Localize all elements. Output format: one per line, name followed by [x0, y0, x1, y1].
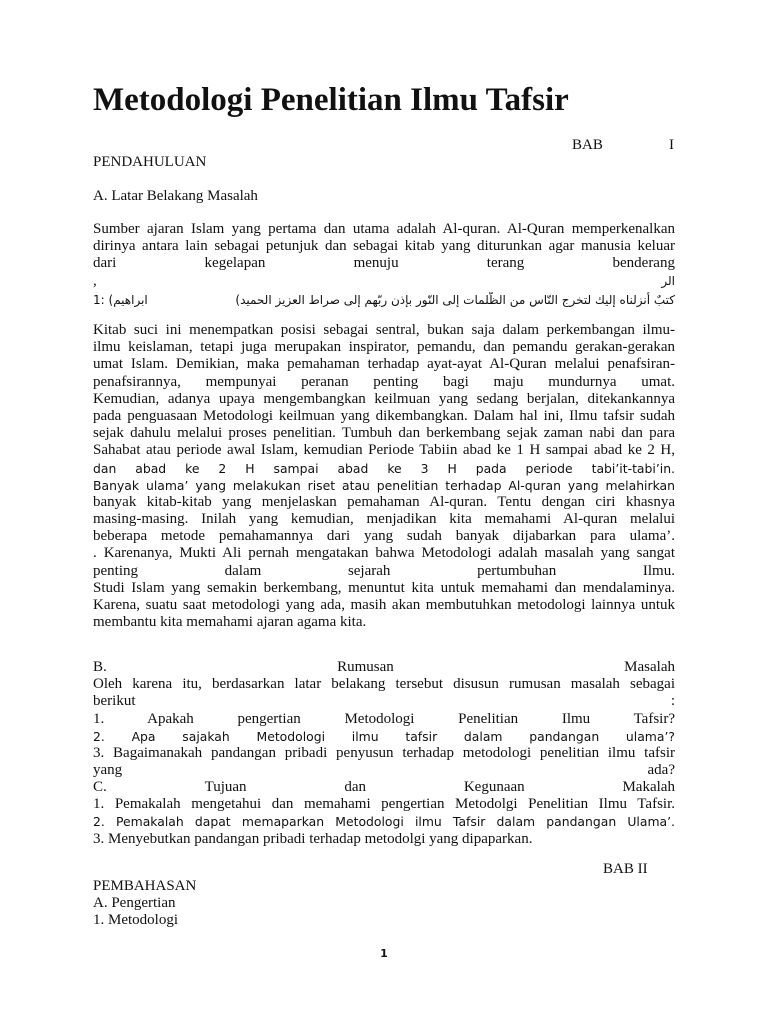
section-c	[93, 779, 675, 848]
section-c-heading	[93, 779, 675, 796]
text-line: dan abad ke 2 H sampai abad ke 3 H pada periode tabi’it-tabi’in.	[93, 460, 675, 476]
list-item: 2. Apa sajakah Metodologi ilmu tafsir dalam pandangan ulama’?	[93, 728, 675, 744]
word: Makalah	[622, 779, 675, 795]
text-line	[93, 292, 675, 309]
word: menuju	[353, 255, 399, 272]
text-line: Karena, suatu saat metodologi yang ada, masih akan membutuhkan metodologi lainnya untuk	[93, 597, 675, 613]
text-line: . Karenanya, Mukti Ali pernah mengatakan bahwa Metodologi adalah masalah yang sangat	[93, 545, 675, 562]
word: terang	[486, 255, 525, 272]
arabic-text: الر	[661, 273, 675, 288]
page-title: Metodologi Penelitian Ilmu Tafsir	[93, 82, 569, 118]
word: ada?	[647, 762, 675, 779]
word: berikut	[93, 693, 136, 710]
text-line: membantu kita memahami ajaran agama kita.	[93, 614, 367, 631]
text-line: Studi Islam yang semakin berkembang, menuntut kita untuk memahami dan mendalaminya.	[93, 579, 675, 596]
text-line: sejak dahulu melalui proses penelitian. Tumbuh dan berkembang sejak zaman nabi dan para	[93, 425, 675, 442]
list-item: 1. Pemakalah mengetahui dan memahami pengertian Metodolgi Penelitian Ilmu Tafsir.	[93, 796, 675, 813]
text-line: pada penguasaan Metodologi keilmuan yang dikembangkan. Dalam hal ini, Ilmu tafsir sudah	[93, 407, 675, 424]
section-b-heading	[93, 659, 675, 676]
word: Kegunaan	[463, 779, 525, 795]
text-line: Banyak ulama’ yang melakukan riset atau penelitian terhadap Al-quran yang melahirkan	[93, 477, 675, 493]
word: Tujuan	[204, 779, 247, 795]
word: Masalah	[624, 659, 675, 675]
text-line: penafsirannya, mempunyai peranan penting bagi maju mundurnya umat.	[93, 373, 675, 390]
word: penting	[93, 562, 138, 579]
word: sejarah	[347, 562, 391, 579]
text-line: umat Islam. Demikian, maka pemahaman terhadap ayat-ayat Al-Quran melalui penafsiran-	[93, 356, 675, 373]
word: benderang	[612, 255, 675, 272]
bab2-heading: BAB II	[603, 861, 648, 877]
verse-reference: 1: (ابراهيم	[93, 292, 148, 307]
word: B.	[93, 659, 107, 675]
comma-mark: ,	[93, 272, 97, 289]
arabic-verse: كتبٌ أنزلناه إليك لتخرج النّاس من الظّلمات إلى النّور بإذن ربّهم إلى صراط العزيز الحميد)	[235, 292, 675, 307]
section-a2-heading: A. Pengertian	[93, 895, 176, 911]
page-number: 1	[380, 947, 388, 960]
section-a-heading: A. Latar Belakang Masalah	[93, 188, 258, 204]
text-line: Sahabat atau periode awal Islam, kemudian Periode Tabiin abad ke 1 H sampai abad ke 2 H,	[93, 442, 675, 459]
text-line: Sumber ajaran Islam yang pertama dan utama adalah Al-quran. Al-Quran memperkenalkan	[93, 221, 675, 237]
text-line	[93, 273, 675, 290]
text-line: Kitab suci ini menempatkan posisi sebagai sentral, bukan saja dalam perkembangan ilmu-	[93, 322, 675, 338]
word: yang	[93, 762, 123, 779]
text-line: Kemudian, adanya upaya mengembangkan keilmuan yang sedang berjalan, ditekankannya	[93, 390, 675, 407]
text-line: masing-masing. Inilah yang kemudian, menjadikan kita memahami Al-quran melalui	[93, 511, 675, 528]
list-item: 1. Apakah pengertian Metodologi Penelitian Ilmu Tafsir?	[93, 710, 675, 727]
text-line: ilmu keislaman, tetapi juga merupakan inspirator, pemandu, dan pemandu gerakan-gerakan	[93, 339, 675, 356]
text-line	[93, 762, 675, 779]
word: Ilmu.	[642, 562, 675, 579]
word: C.	[93, 779, 107, 795]
pendahuluan-heading: PENDAHULUAN	[93, 154, 207, 170]
pembahasan-heading: PEMBAHASAN	[93, 878, 197, 894]
list-item: 2. Pemakalah dapat memaparkan Metodologi ilmu Tafsir dalam pandangan Ulama’.	[93, 814, 675, 830]
text-line: beberapa metode pemahamannya dari yang sudah banyak dijabarkan para ulama’.	[93, 528, 675, 545]
text-line	[93, 693, 675, 710]
list-item: 3. Bagaimanakah pandangan pribadi penyusun terhadap metodologi penelitian ilmu tafsir	[93, 744, 675, 761]
word: :	[670, 693, 675, 710]
bab1-number: I	[669, 137, 674, 153]
word: pertumbuhan	[477, 562, 557, 579]
bab1-word: BAB	[572, 137, 603, 153]
word: dari	[93, 255, 117, 272]
word: dan	[344, 779, 367, 795]
text-line	[93, 563, 675, 580]
word: Rumusan	[337, 659, 394, 675]
paragraph-intro	[93, 221, 675, 309]
text-line: banyak kitab-kitab yang menjelaskan pemahaman Al-quran. Tentu dengan ciri khasnya	[93, 493, 675, 510]
word: kegelapan	[204, 255, 266, 272]
paragraph-kitab	[93, 322, 675, 631]
word: dalam	[224, 562, 262, 579]
section-b	[93, 659, 675, 779]
text-line: Oleh karena itu, berdasarkan latar belakang tersebut disusun rumusan masalah sebagai	[93, 676, 675, 693]
subheading-metodologi: 1. Metodologi	[93, 912, 178, 928]
text-line: dirinya antara lain sebagai petunjuk dan sebagai kitab yang diturunkan agar manusia keluar	[93, 238, 675, 255]
text-line	[93, 255, 675, 272]
list-item: 3. Menyebutkan pandangan pribadi terhadap metodolgi yang dipaparkan.	[93, 830, 533, 847]
